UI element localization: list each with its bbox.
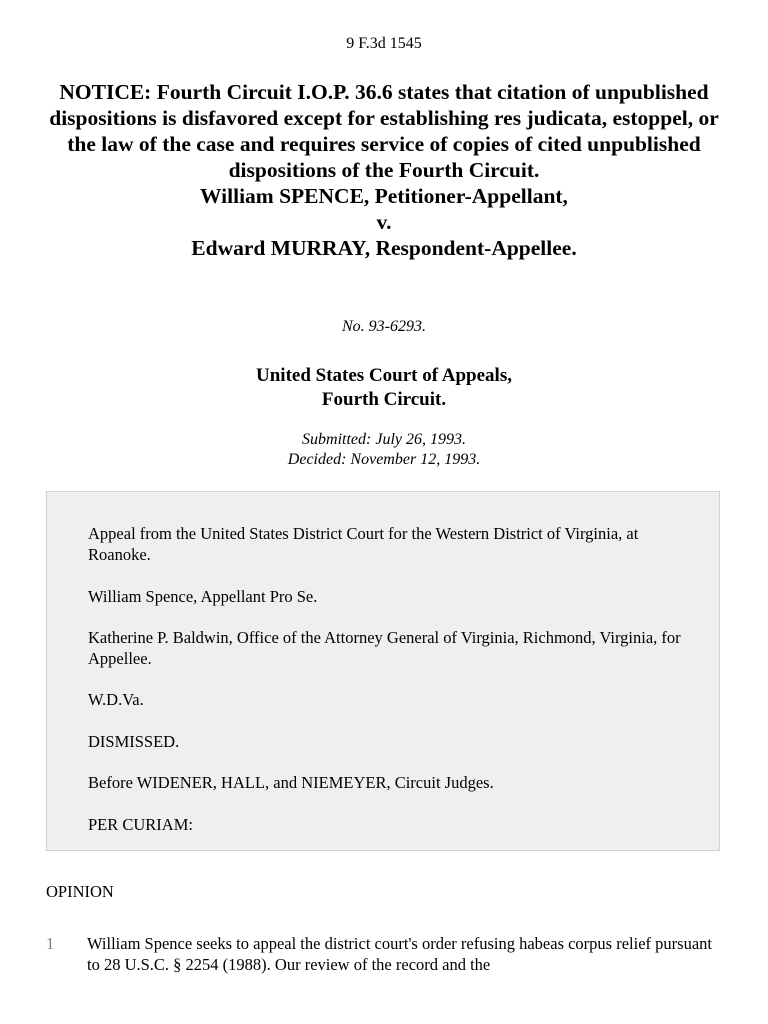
decided-date: Decided: November 12, 1993.	[287, 451, 481, 468]
case-summary-box	[46, 491, 720, 851]
submitted-date: Submitted: July 26, 1993.	[302, 431, 466, 448]
respondent-name: Edward MURRAY, Respondent-Appellee.	[191, 236, 577, 260]
disposition-text: DISMISSED.	[88, 732, 180, 751]
appellee-counsel-text: Katherine P. Baldwin, Office of the Attorney General of Virginia, Richmond, Virginia, for Appellee.	[88, 628, 681, 668]
district-text: W.D.Va.	[88, 690, 144, 709]
paragraph-text: William Spence seeks to appeal the district court's order refusing habeas corpus relief pursuant to 28 U.S.C. § 2254 (1988). Our review of the record and the	[87, 934, 712, 974]
opinion-label: OPINION	[46, 882, 114, 901]
notice-text: NOTICE: Fourth Circuit I.O.P. 36.6 states that citation of unpublished dispositions is disfavored except for establishing res judicata, estoppel, or the law of the case and requires service of copies of cited unpublished dispositions of the Fourth Circuit.	[49, 80, 719, 182]
court-name	[0, 364, 768, 412]
case-heading	[40, 79, 728, 261]
case-citation: 9 F.3d 1545	[346, 35, 422, 52]
court-name-line2: Fourth Circuit.	[321, 389, 447, 410]
versus-label: v.	[376, 210, 392, 234]
appellant-text: William Spence, Appellant Pro Se.	[88, 587, 318, 606]
case-dates	[0, 430, 768, 470]
petitioner-name: William SPENCE, Petitioner-Appellant,	[200, 184, 568, 208]
paragraph-number: 1	[46, 934, 55, 953]
per-curiam-text: PER CURIAM:	[88, 815, 193, 834]
docket-number: No. 93-6293.	[342, 318, 426, 335]
court-name-line1: United States Court of Appeals,	[256, 365, 512, 386]
appeal-from-text: Appeal from the United States District Court for the Western District of Virginia, at Roanoke.	[88, 524, 639, 564]
panel-text: Before WIDENER, HALL, and NIEMEYER, Circuit Judges.	[88, 773, 494, 792]
